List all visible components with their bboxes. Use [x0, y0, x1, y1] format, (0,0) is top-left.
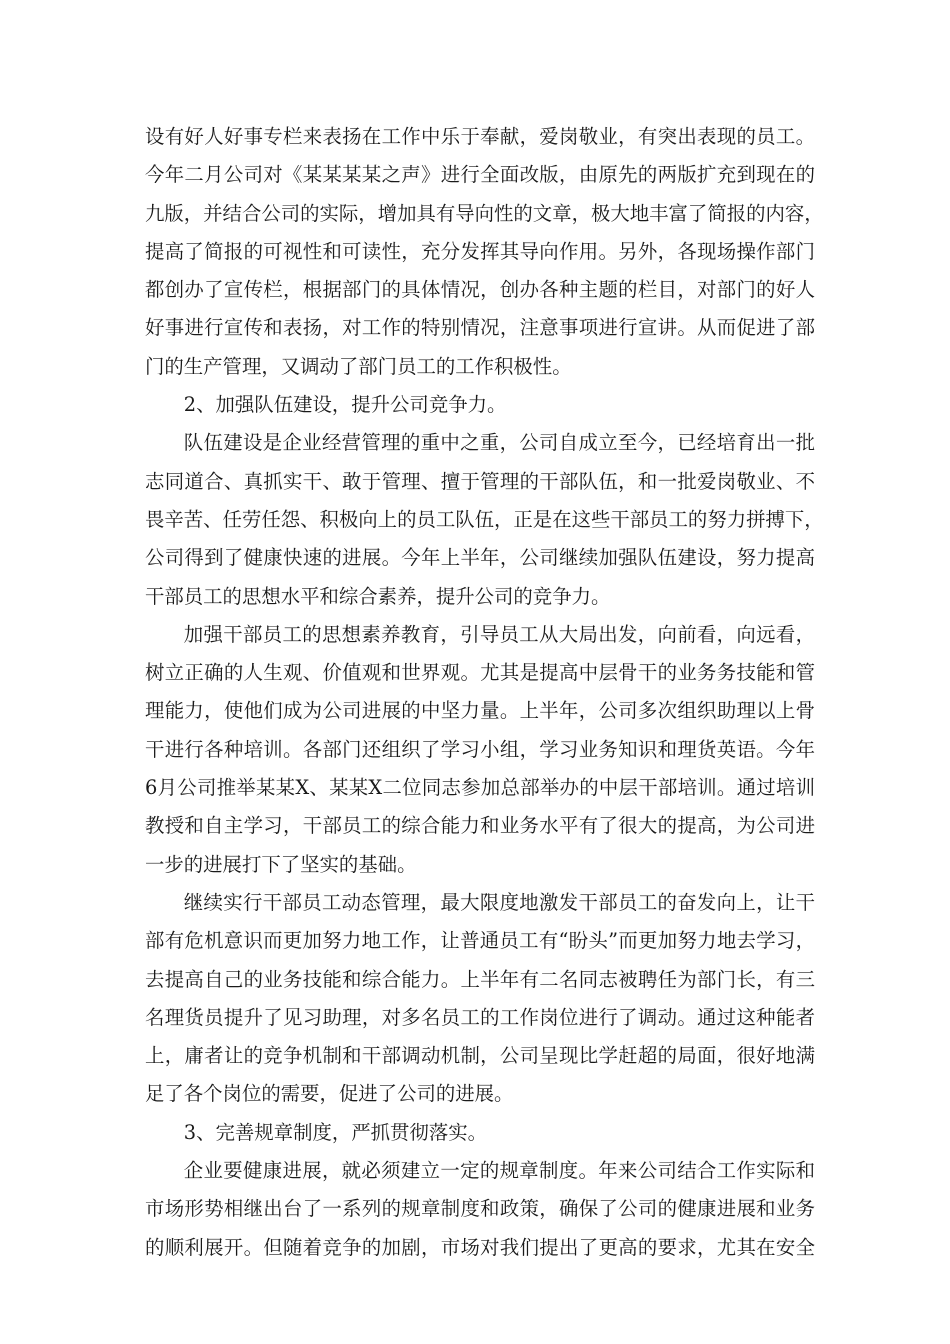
paragraph: [145, 884, 815, 1114]
text-line: 继续实行干部员工动态管理，最大限度地激发干部员工的奋发向上，让干: [183, 890, 815, 914]
text-line: 3、完善规章制度，严抓贯彻落实。: [183, 1120, 487, 1144]
text-line: 都创办了宣传栏，根据部门的具体情况，创办各种主题的栏目，对部门的好人: [145, 278, 815, 302]
text-line: 公司得到了健康快速的进展。今年上半年，公司继续加强队伍建设，努力提高: [145, 546, 815, 570]
text-line: 干进行各种培训。各部门还组织了学习小组，学习业务知识和理货英语。今年: [145, 737, 815, 761]
paragraph: [145, 424, 824, 615]
text-line: 名理货员提升了见习助理，对多名员工的工作岗位进行了调动。通过这种能者: [145, 1005, 815, 1029]
text-line: 2、加强队伍建设，提升公司竞争力。: [183, 393, 507, 417]
paragraph: [145, 616, 815, 884]
text-line: 部有危机意识而更加努力地工作，让普通员工有“盼头”而更加努力地去学习，: [145, 929, 815, 953]
text-line: 6月公司推举某某X、某某X二位同志参加总部举办的中层干部培训。通过培训: [145, 776, 815, 800]
section-heading: [145, 1114, 815, 1152]
text-line: 门的生产管理，又调动了部门员工的工作积极性。: [145, 354, 572, 378]
text-line: 教授和自主学习，干部员工的综合能力和业务水平有了很大的提高，为公司进: [145, 814, 815, 838]
text-line: 提高了简报的可视性和可读性，充分发挥其导向作用。另外，各现场操作部门: [145, 239, 815, 263]
document-body: [145, 118, 824, 1267]
text-line: 上，庸者让的竞争机制和干部调动机制，公司呈现比学赶超的局面，很好地满: [145, 1044, 815, 1068]
text-line: 去提高自己的业务技能和综合能力。上半年有二名同志被聘任为部门长，有三: [145, 967, 815, 991]
text-line: 畏辛苦、任劳任怨、积极向上的员工队伍，正是在这些干部员工的努力拼搏下，: [145, 507, 824, 531]
paragraph: [145, 1152, 815, 1267]
text-line: 企业要健康进展，就必须建立一定的规章制度。年来公司结合工作实际和: [183, 1159, 815, 1183]
section-heading: [145, 386, 815, 424]
paragraph: [145, 118, 824, 386]
text-line: 的顺利展开。但随着竞争的加剧，市场对我们提出了更高的要求，尤其在安全: [145, 1235, 815, 1259]
text-line: 志同道合、真抓实干、敢于管理、擅于管理的干部队伍，和一批爱岗敬业、不: [145, 469, 815, 493]
text-line: 足了各个岗位的需要，促进了公司的进展。: [145, 1082, 514, 1106]
text-line: 好事进行宣传和表扬，对工作的特别情况，注意事项进行宣讲。从而促进了部: [145, 316, 815, 340]
text-line: 理能力，使他们成为公司进展的中坚力量。上半年，公司多次组织助理以上骨: [145, 699, 815, 723]
text-line: 设有好人好事专栏来表扬在工作中乐于奉献，爱岗敬业，有突出表现的员工。: [145, 125, 815, 148]
text-line: 树立正确的人生观、价值观和世界观。尤其是提高中层骨干的业务务技能和管: [145, 661, 815, 685]
text-line: 一步的进展打下了坚实的基础。: [145, 852, 417, 876]
text-line: 市场形势相继出台了一系列的规章制度和政策，确保了公司的健康进展和业务: [145, 1197, 815, 1221]
text-line: 加强干部员工的思想素养教育，引导员工从大局出发，向前看，向远看，: [183, 622, 815, 646]
text-line: 九版，并结合公司的实际，增加具有导向性的文章，极大地丰富了简报的内容，: [145, 201, 824, 225]
text-line: 今年二月公司对《某某某某之声》进行全面改版，由原先的两版扩充到现在的: [145, 163, 815, 187]
text-line: 干部员工的思想水平和综合素养，提升公司的竞争力。: [145, 584, 611, 608]
text-line: 队伍建设是企业经营管理的重中之重，公司自成立至今，已经培育出一批: [183, 431, 815, 455]
